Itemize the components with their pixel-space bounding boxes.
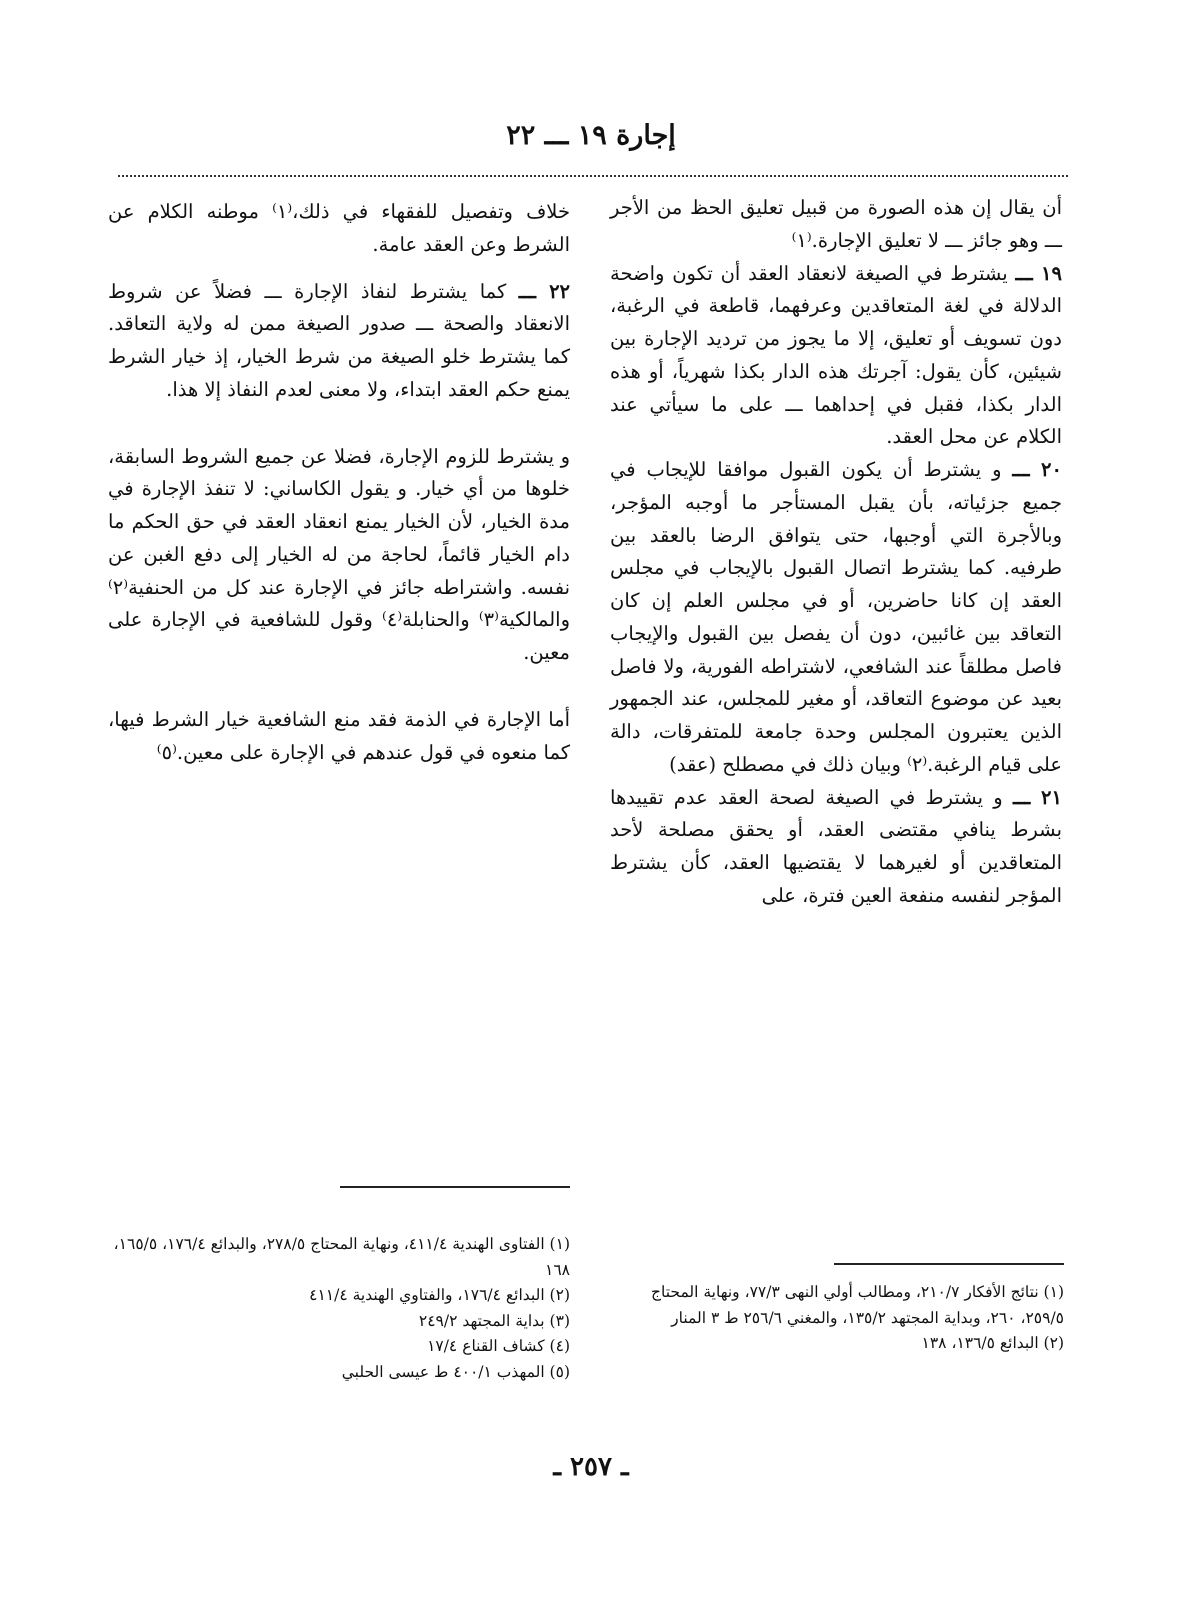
paragraph-20: [610, 454, 1062, 782]
paragraph: أما الإجارة في الذمة فقد منع الشافعية خيار الشرط فيها، كما منعوه في قول عندهم في الإجارة على معين.⁽٥⁾: [108, 707, 570, 764]
footnote: (١) نتائج الأفكار ٢١٠/٧، ومطالب أولي النهى ٧٧/٣، ونهاية المحتاج ٢٥٩/٥، ٢٦٠، وبداية المجتهد ١٣٥/٢، والمغني ٢٥٦/٦ ط ٣ المنار: [651, 1283, 1064, 1327]
footnote: (٥) المهذب ٤٠٠/١ ط عيسى الحلبي: [341, 1362, 570, 1381]
paragraph-number: ٢٠ ـــ: [1012, 458, 1062, 481]
page-title: إجارة ١٩ ـــ ٢٢: [506, 120, 676, 151]
page-number: ـ ٢٥٧ ـ: [553, 1452, 629, 1482]
footnote: (٢) البدائع ١٧٦/٤، والفتاوي الهندية ٤١١/٤: [309, 1286, 570, 1305]
footnotes-left: [100, 1232, 570, 1385]
footnote-divider: [340, 1186, 570, 1188]
paragraph: أن يقال إن هذه الصورة من قبيل تعليق الحظ من الأجر ـــ وهو جائز ـــ لا تعليق الإجارة.⁽١⁾: [610, 196, 1062, 252]
paragraph-number: ٢١ ـــ: [1013, 785, 1062, 809]
paragraph-19: [610, 258, 1062, 455]
right-column: [610, 192, 1062, 913]
header-divider: [118, 175, 1068, 177]
footnote: (٤) كشاف القناع ١٧/٤: [427, 1337, 570, 1356]
left-column: [108, 196, 570, 769]
paragraph-text: و يشترط أن يكون القبول موافقا للإيجاب في جميع جزئياته، بأن يقبل المستأجر ما أوجبه المؤجر، وبالأجرة التي أوجبها، حتى يتوافق الرضا بالعقد بين طرفيه. كما يشترط اتصال القبول بالإيجاب في مجلس العقد إن كانا حاضرين، أو في مجلس العلم إن كان التعاقد بين غائبين، دون أن يفصل بين القبول والإيجاب فاصل مطلقاً عند الشافعي، لاشتراطه الفورية، ولا فاصل بعيد عن موضوع التعاقد، أو مغير للمجلس، عند الجمهور الذين يعتبرون المجلس وحدة جامعة للمتفرقات، دالة على قيام الرغبة.⁽٢⁾ وبيان ذلك في مصطلح (عقد): [610, 458, 1062, 776]
paragraph-21: [610, 782, 1062, 913]
paragraph-text: كما يشترط لنفاذ الإجارة ـــ فضلاً عن شروط الانعقاد والصحة ـــ صدور الصيغة ممن له ولاية التعاقد. كما يشترط خلو الصيغة من شرط الخيار، إذ خيار الشرط يمنع حكم العقد ابتداء، ولا معنى لعدم النفاذ إلا هذا.: [108, 279, 570, 401]
paragraph: خلاف وتفصيل للفقهاء في ذلك،⁽١⁾ موطنه الكلام عن الشرط وعن العقد عامة.: [108, 200, 570, 256]
paragraph-number: ٢٢ ـــ: [518, 279, 571, 303]
footnote: (٣) بداية المجتهد ٢٤٩/٢: [418, 1311, 570, 1330]
footnote-divider: [834, 1263, 1064, 1265]
paragraph-number: ١٩ ـــ: [1015, 261, 1062, 285]
footnote: (٢) البدائع ١٣٦/٥، ١٣٨: [921, 1334, 1064, 1353]
footnotes-right: [604, 1280, 1064, 1357]
paragraph-22: [108, 276, 570, 407]
paragraph: و يشترط للزوم الإجارة، فضلا عن جميع الشروط السابقة، خلوها من أي خيار. و يقول الكاساني: لا تنفذ الإجارة في مدة الخيار، لأن الخيار يمنع انعقاد العقد في حق الحكم ما دام الخيار قائماً، لحاجة من له الخيار إلى دفع الغبن عن نفسه. واشتراطه جائز في الإجارة عند كل من الحنفية⁽٢⁾ والمالكية⁽٣⁾ والحنابلة⁽٤⁾ وقول للشافعية في الإجارة على معين.: [108, 444, 570, 664]
footnote: (١) الفتاوى الهندية ٤١١/٤، ونهاية المحتاج ٢٧٨/٥، والبدائع ١٧٦/٤، ١٦٥/٥، ١٦٨: [113, 1235, 570, 1279]
paragraph-text: و يشترط في الصيغة لصحة العقد عدم تقييدها بشرط ينافي مقتضى العقد، أو يحقق مصلحة لأحد المتعاقدين أو لغيرهما لا يقتضيها العقد، كأن يشترط المؤجر لنفسه منفعة العين فترة، على: [610, 785, 1062, 907]
paragraph-text: يشترط في الصيغة لانعقاد العقد أن تكون واضحة الدلالة في لغة المتعاقدين وعرفهما، قاطعة في الرغبة، دون تسويف أو تعليق، إلا ما يجوز من ترديد الإجارة بين شيئين، كأن يقول: آجرتك هذه الدار بكذا شهرياً، أو هذه الدار بكذا، فقبل في إحداهما ـــ على ما سيأتي عند الكلام عن محل العقد.: [610, 261, 1062, 449]
